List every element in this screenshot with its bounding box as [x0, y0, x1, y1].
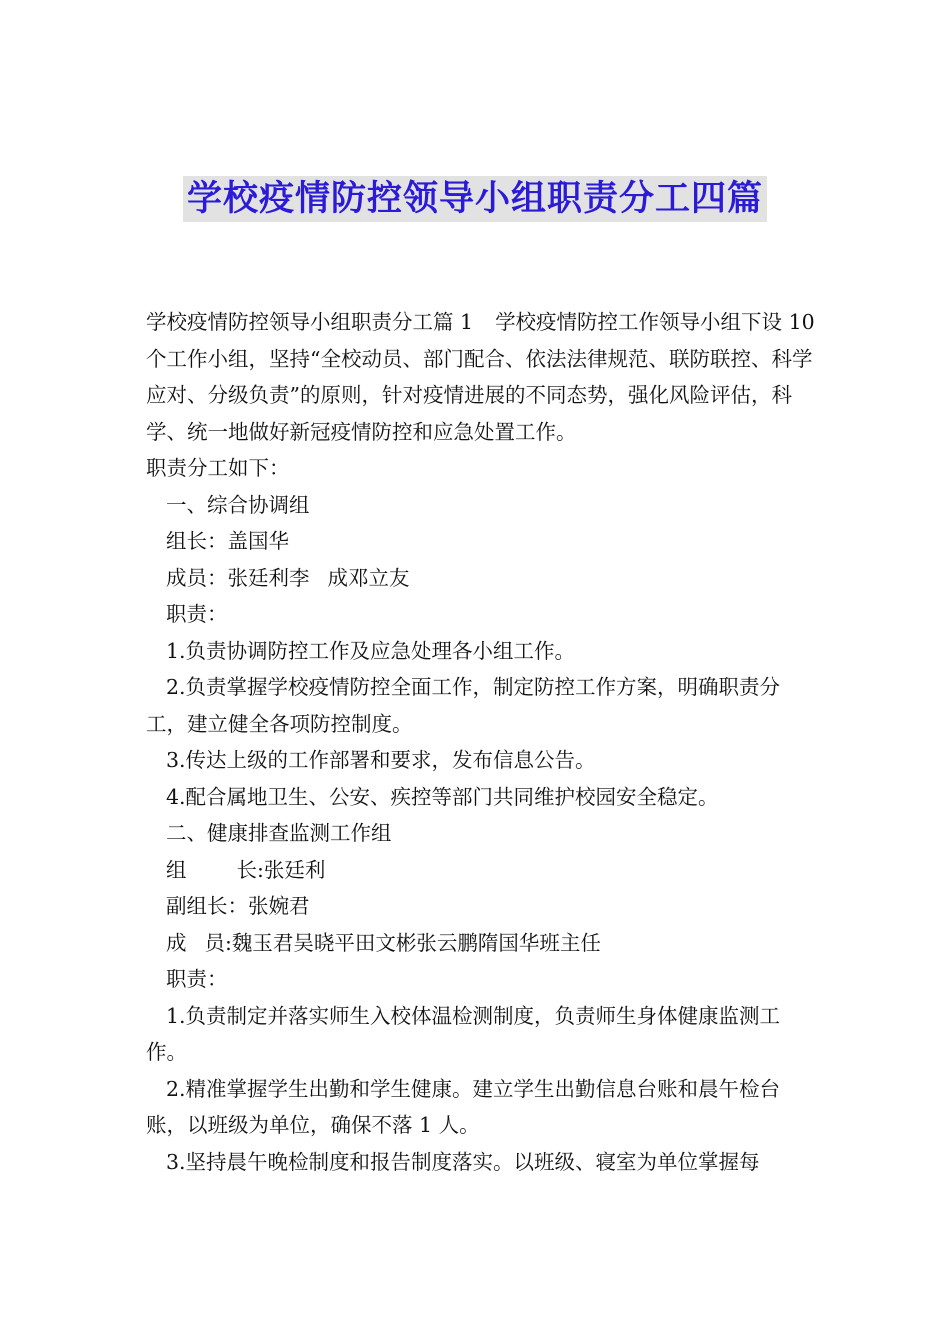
title-container — [0, 176, 950, 222]
group1-duty-2: 2.负责掌握学校疫情防控全面工作，制定防控工作方案，明确职责分工，建立健全各项防控制度。 — [146, 675, 781, 736]
group2-heading: 二、健康排查监测工作组 — [166, 821, 392, 845]
group2-deputy: 副组长：张婉君 — [166, 894, 310, 918]
group2-members-a: 成 — [166, 930, 187, 955]
group2-members — [146, 925, 816, 962]
intro-prefix: 学校疫情防控领导小组职责分工篇 1 — [146, 310, 474, 334]
group2-members-b: 员:魏玉君吴晓平田文彬张云鹏隋国华班主任 — [204, 930, 601, 955]
group2-leader-b: 长:张廷利 — [236, 857, 326, 882]
group2-duty-3: 3.坚持晨午晚检制度和报告制度落实。以班级、寝室为单位掌握每 — [166, 1149, 760, 1174]
intro-paragraph — [146, 304, 816, 450]
group1-heading: 一、综合协调组 — [166, 492, 310, 517]
group1-leader: 组长：盖国华 — [166, 529, 289, 553]
group1-duties-label: 职责： — [166, 602, 228, 626]
group2-leader-a: 组 — [166, 857, 187, 882]
group2-duty-2: 2.精准掌握学生出勤和学生健康。建立学生出勤信息台账和晨午检台账，以班级为单位，确保不落 1 人。 — [146, 1076, 781, 1137]
group1-duty-4: 4.配合属地卫生、公安、疾控等部门共同维护校园安全稳定。 — [166, 784, 719, 809]
intro-tail: 职责分工如下： — [146, 456, 290, 480]
group2-leader — [146, 852, 816, 889]
document-title: 学校疫情防控领导小组职责分工四篇 — [183, 176, 767, 222]
group1-duty-1: 1.负责协调防控工作及应急处理各小组工作。 — [166, 638, 576, 663]
group1-members — [146, 560, 816, 597]
group2-duty-1: 1.负责制定并落实师生入校体温检测制度，负责师生身体健康监测工作。 — [146, 1003, 781, 1064]
group2-duties-label: 职责： — [166, 967, 228, 991]
document-body — [146, 304, 816, 1180]
group1-members-b: 成邓立友 — [327, 565, 410, 590]
intro-body: 学校疫情防控工作领导小组下设 10 个工作小组，坚持“全校动员、部门配合、依法法律规范、联防联控、科学应对、分级负责”的原则，针对疫情进展的不同态势，强化风险评估，科学、统一地做好新冠疫情防控和应急处置工作。 — [146, 310, 815, 444]
group1-duty-3: 3.传达上级的工作部署和要求，发布信息公告。 — [166, 748, 596, 772]
group1-members-a: 成员：张廷利李 — [166, 565, 310, 590]
